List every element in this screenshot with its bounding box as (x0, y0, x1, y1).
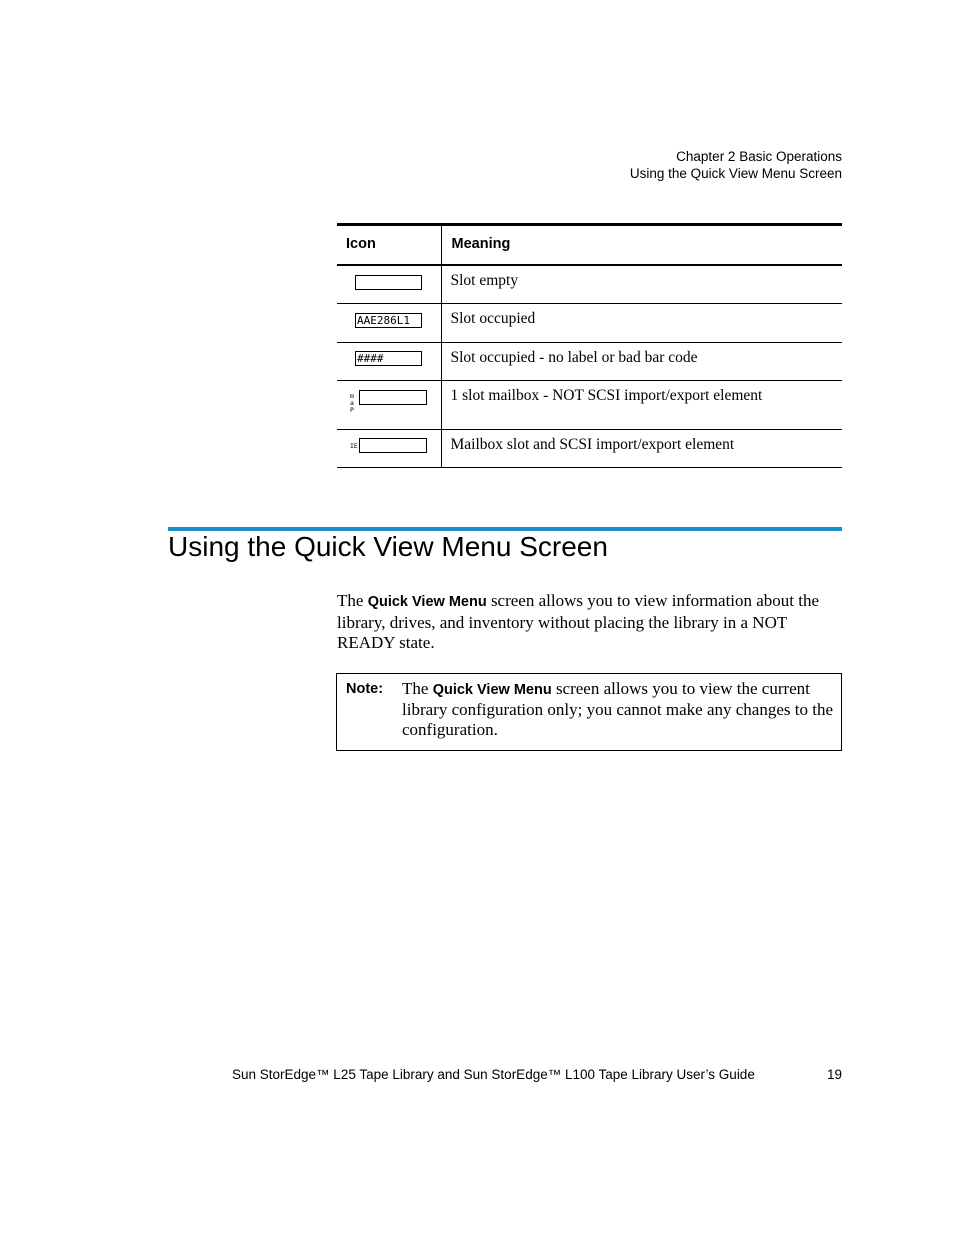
note-prefix: The (402, 679, 433, 698)
mailbox-slot-icon (359, 390, 427, 405)
import-export-side-label: IE (350, 441, 358, 450)
page-number: 19 (826, 1067, 842, 1082)
running-head-section: Using the Quick View Menu Screen (629, 166, 842, 181)
table-row (337, 380, 842, 429)
slot-occupied-icon: AAE286L1 (355, 313, 422, 328)
table-header-row (337, 225, 842, 265)
icon-meaning-table (337, 223, 842, 468)
meaning-cell: 1 slot mailbox - NOT SCSI import/export element (441, 380, 842, 429)
icon-cell (337, 265, 441, 304)
meaning-cell: Slot occupied (441, 303, 842, 342)
intro-ui-term: Quick View Menu (367, 594, 487, 610)
table-row (337, 265, 842, 304)
column-header-icon: Icon (337, 225, 441, 265)
section-title: Using the Quick View Menu Screen (168, 531, 608, 562)
meaning-cell: Slot occupied - no label or bad bar code (441, 342, 842, 380)
note-text (402, 679, 834, 740)
note-suffix: screen allows you to view the current library configuration only; you cannot make any changes to the configuration. (402, 679, 834, 739)
icon-cell (337, 380, 441, 429)
table-row (337, 429, 842, 467)
column-header-meaning: Meaning (441, 225, 842, 265)
import-export-slot-icon (359, 438, 427, 453)
meaning-cell: Slot empty (441, 265, 842, 304)
mailbox-side-label: m a P (350, 391, 354, 414)
note-label: Note: (346, 681, 384, 697)
icon-cell (337, 342, 441, 380)
footer-title: Sun StorEdge™ L25 Tape Library and Sun StorEdge™ L100 Tape Library User’s Guide (232, 1067, 755, 1082)
slot-no-label-icon: #### (355, 351, 422, 366)
table-row (337, 303, 842, 342)
intro-suffix: screen allows you to view information about the library, drives, and inventory without placing the library in a NOT READY state. (337, 591, 820, 652)
running-head (630, 148, 842, 182)
meaning-cell: Mailbox slot and SCSI import/export element (441, 429, 842, 467)
table-row (337, 342, 842, 380)
intro-prefix: The (337, 591, 368, 610)
slot-empty-icon (355, 275, 422, 290)
intro-paragraph (337, 591, 845, 654)
note-ui-term: Quick View Menu (432, 682, 552, 698)
note-box (336, 673, 842, 751)
icon-cell (337, 303, 441, 342)
running-head-chapter: Chapter 2 Basic Operations (676, 149, 842, 164)
icon-cell (337, 429, 441, 467)
